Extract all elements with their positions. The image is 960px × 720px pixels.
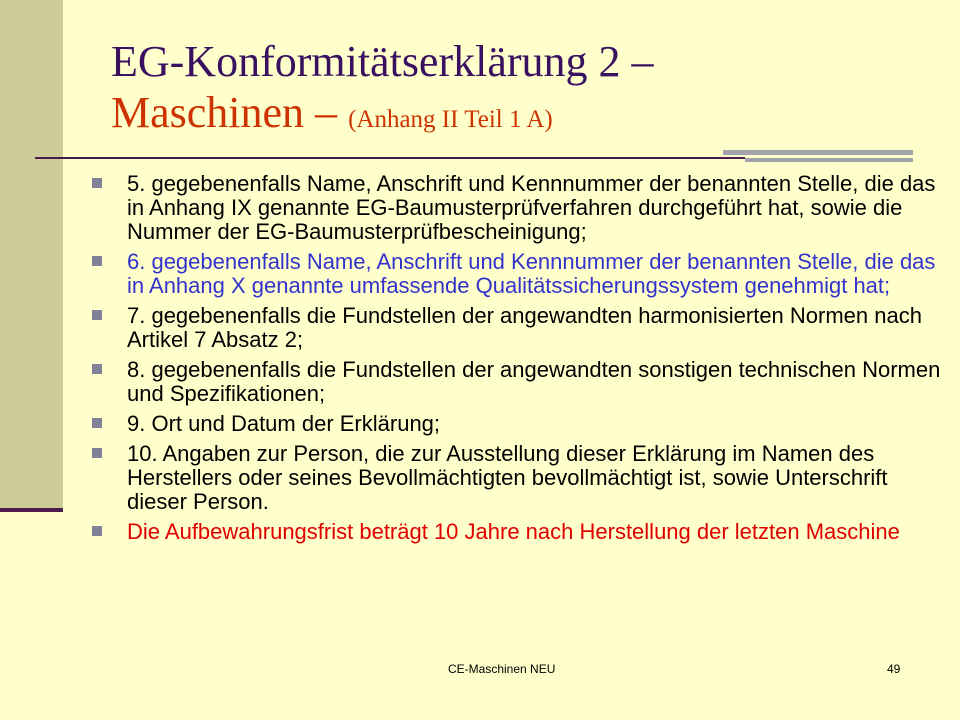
bullet-item [92, 250, 942, 298]
bullet-text: 7. gegebenenfalls die Fundstellen der angewandten harmonisierten Normen nach Artikel 7 Absatz 2; [127, 303, 922, 352]
square-bullet-icon [92, 310, 102, 320]
bullet-item [92, 442, 942, 514]
square-bullet-icon [92, 256, 102, 266]
bullet-item [92, 304, 942, 352]
title-line-2: Maschinen – [111, 88, 349, 137]
title-line-1: EG-Konformitätserklärung 2 – [111, 37, 654, 86]
slide-number: 49 [887, 662, 901, 676]
bullet-text: 6. gegebenenfalls Name, Anschrift und Kennnummer der benannten Stelle, die das in Anhang X genannte umfassende Qualitätssicherungssystem genehmigt hat; [127, 249, 936, 298]
square-bullet-icon [92, 418, 102, 428]
bullet-item [92, 358, 942, 406]
title-divider-grey-top [723, 150, 913, 155]
title-divider-grey-bottom [745, 158, 913, 162]
bullet-list [92, 172, 942, 550]
bullet-item [92, 520, 942, 544]
side-decoration-strip [0, 0, 63, 510]
footer-title: CE-Maschinen NEU [448, 662, 556, 676]
square-bullet-icon [92, 448, 102, 458]
side-decoration-line [0, 508, 63, 512]
bullet-text: 5. gegebenenfalls Name, Anschrift und Kennnummer der benannten Stelle, die das in Anhang IX genannte EG-Baumusterprüfverfahren durchgeführt hat, sowie die Nummer der EG-Baumusterprüfbescheinigung; [127, 171, 936, 244]
bullet-text: 10. Angaben zur Person, die zur Ausstellung dieser Erklärung im Namen des Herstellers oder seines Bevollmächtigten bevollmächtigt ist, sowie Unterschrift dieser Person. [127, 441, 888, 514]
bullet-text: 8. gegebenenfalls die Fundstellen der angewandten sonstigen technischen Normen und Spezifikationen; [127, 357, 941, 406]
bullet-text: 9. Ort und Datum der Erklärung; [127, 411, 441, 436]
bullet-text: Die Aufbewahrungsfrist beträgt 10 Jahre nach Herstellung der letzten Maschine [127, 519, 900, 544]
title-divider-dark [35, 157, 745, 159]
square-bullet-icon [92, 526, 102, 536]
slide-title [111, 36, 911, 145]
title-subtitle: (Anhang II Teil 1 A) [348, 106, 553, 133]
bullet-item [92, 172, 942, 244]
square-bullet-icon [92, 364, 102, 374]
square-bullet-icon [92, 178, 102, 188]
bullet-item [92, 412, 942, 436]
